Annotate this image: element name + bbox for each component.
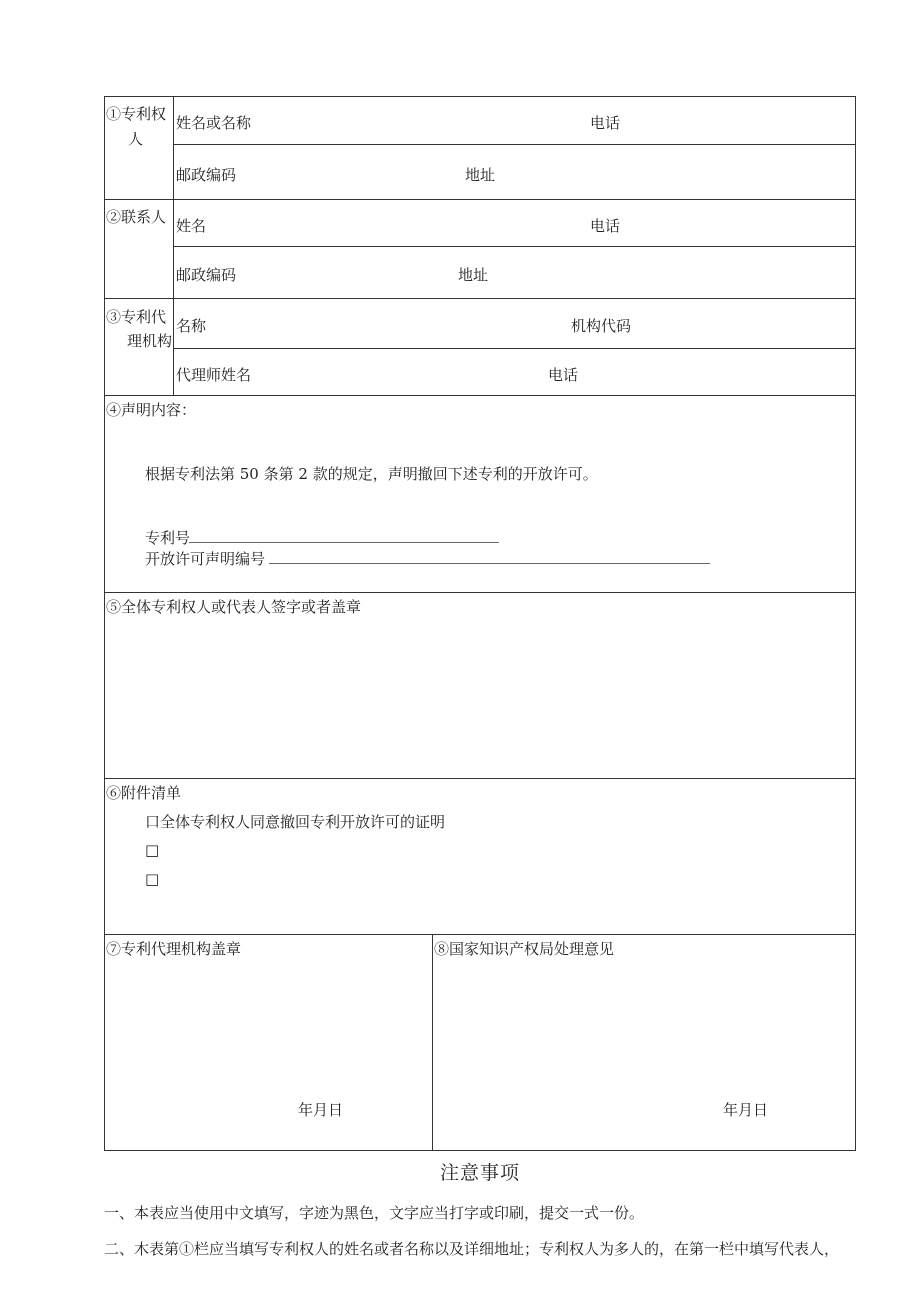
sec1-row-divider (173, 144, 855, 145)
license-number-underline (269, 563, 710, 564)
sec1-label-line2: 人 (128, 130, 144, 148)
patentee-address-label: 地址 (465, 166, 496, 184)
cnipa-opinion-date: 年月日 (723, 1101, 769, 1119)
contact-phone-label: 电话 (590, 217, 621, 235)
signature-title: ⑤全体专利权人或代表人签字或者盖章 (106, 598, 362, 616)
sec2-label: ②联系人 (106, 208, 167, 226)
sec4-bottom (104, 592, 856, 593)
contact-address-label: 地址 (458, 266, 489, 284)
table-left-border (104, 96, 105, 1150)
note-item: 二、木表第①栏应当填写专利权人的姓名或者名称以及详细地址；专利权人为多人的，在第一栏中填写代表人， (104, 1240, 840, 1258)
patent-number-underline (189, 542, 499, 543)
sec3-bottom (104, 395, 856, 396)
attachments-title: ⑥附件清单 (106, 784, 182, 802)
table-bottom-border (104, 1150, 856, 1151)
note-item: 一、本表应当使用中文填写，字迹为黑色，文字应当打字或印刷，提交一式一份。 (104, 1204, 645, 1222)
agent-name-label: 代理师姓名 (176, 366, 252, 384)
patentee-name-label: 姓名或名称 (176, 114, 252, 132)
sec7-8-divider (432, 934, 433, 1150)
table-right-border (855, 96, 856, 1150)
agent-phone-label: 电话 (548, 366, 579, 384)
sec2-bottom (104, 298, 856, 299)
cnipa-opinion-title: ⑧国家知识产权局处理意见 (434, 940, 615, 958)
sec1-bottom (104, 199, 856, 200)
patent-number-label: 专利号 (145, 529, 191, 547)
attachment-checkbox[interactable]: □ (145, 870, 160, 888)
patentee-postcode-label: 邮政编码 (176, 166, 237, 184)
statement-text: 根据专利法第 50 条第 2 款的规定，声明撤回下述专利的开放许可。 (145, 465, 598, 483)
sec1-label-line1: ①专利权 (106, 105, 167, 123)
sec3-label-line2: 理机构 (127, 332, 173, 350)
sec3-label-line1: ③专利代 (106, 308, 167, 326)
attachment-item: 口全体专利权人同意撤回专利开放许可的证明 (145, 813, 446, 831)
statement-title: ④声明内容： (106, 401, 197, 419)
contact-postcode-label: 邮政编码 (176, 266, 237, 284)
table-top-border (104, 96, 856, 97)
sec6-bottom (104, 934, 856, 935)
notes-title: 注意事项 (440, 1162, 521, 1184)
agency-seal-date: 年月日 (298, 1101, 344, 1119)
agency-name-label: 名称 (176, 317, 207, 335)
agency-code-label: 机构代码 (571, 317, 632, 335)
sec5-bottom (104, 778, 856, 779)
contact-name-label: 姓名 (176, 217, 207, 235)
patentee-phone-label: 电话 (590, 114, 621, 132)
sec2-row-divider (173, 246, 855, 247)
license-number-label: 开放许可声明编号 (145, 550, 266, 568)
sec3-row-divider (173, 348, 855, 349)
attachment-checkbox[interactable]: □ (145, 841, 160, 859)
agency-seal-title: ⑦专利代理机构盖章 (106, 940, 242, 958)
